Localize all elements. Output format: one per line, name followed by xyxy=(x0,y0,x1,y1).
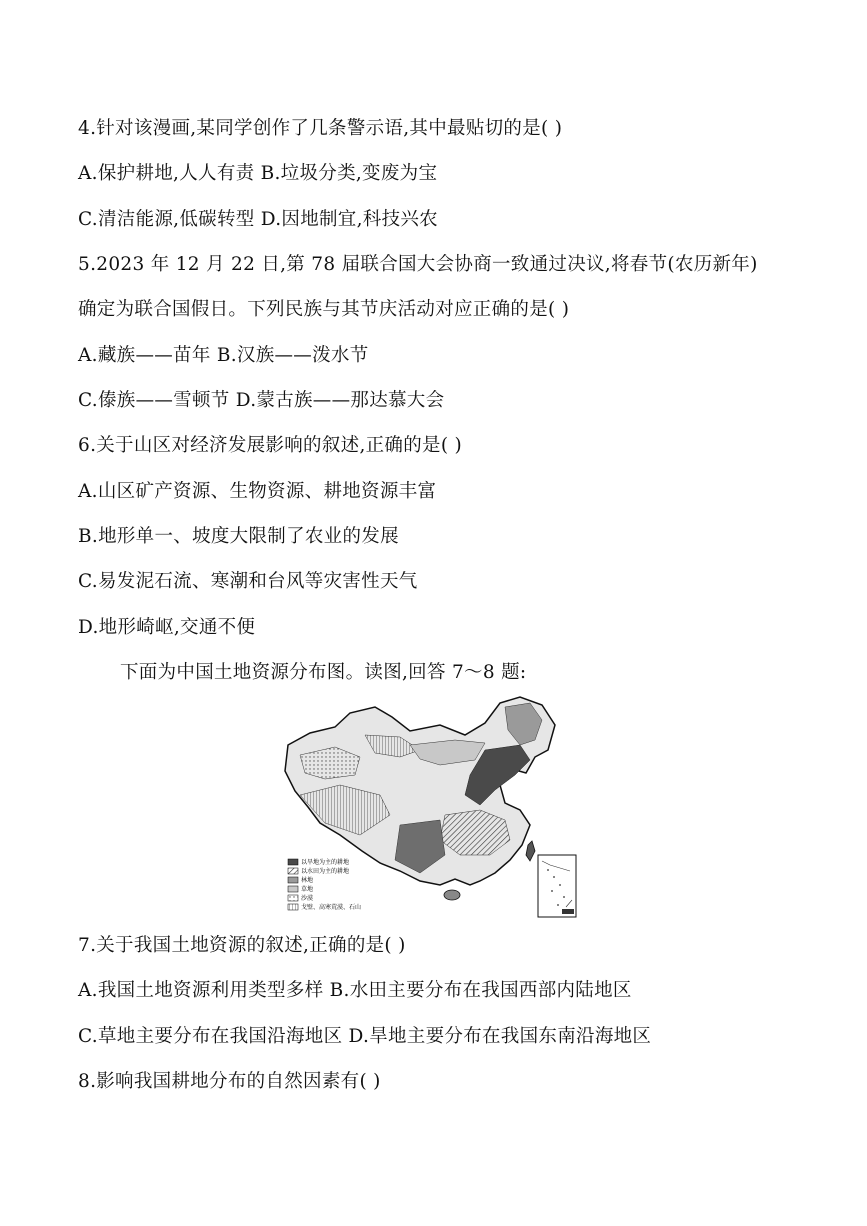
question-7-options-ab: A.我国土地资源利用类型多样 B.水田主要分布在我国西部内陆地区 xyxy=(78,980,632,1001)
legend-swatch-forest xyxy=(288,877,298,883)
question-7-stem: 7.关于我国土地资源的叙述,正确的是( ) xyxy=(78,935,406,956)
question-5-options-ab: A.藏族——苗年 B.汉族——泼水节 xyxy=(78,345,369,366)
question-5-stem-line2: 确定为联合国假日。下列民族与其节庆活动对应正确的是( ) xyxy=(78,299,570,320)
question-5-stem-line1: 5.2023 年 12 月 22 日,第 78 届联合国大会协商一致通过决议,将春节(农历新年) xyxy=(78,254,758,275)
legend-label: 林地 xyxy=(301,877,314,884)
question-4-options-ab: A.保护耕地,人人有责 B.垃圾分类,变废为宝 xyxy=(78,163,438,184)
china-land-resources-map xyxy=(280,695,590,925)
question-6-option-d: D.地形崎岖,交通不便 xyxy=(78,617,256,638)
legend-label: 以水田为主的耕地 xyxy=(301,868,350,875)
legend-swatch-grassland xyxy=(288,886,298,892)
taiwan-island xyxy=(526,841,535,861)
legend-swatch-paddy-farmland xyxy=(288,868,298,874)
question-4-stem: 4.针对该漫画,某同学创作了几条警示语,其中最贴切的是( ) xyxy=(78,118,563,139)
hainan-island xyxy=(444,890,460,900)
legend-label: 沙漠 xyxy=(301,895,314,902)
question-6-option-a: A.山区矿产资源、生物资源、耕地资源丰富 xyxy=(78,481,437,502)
south-china-sea-inset xyxy=(538,855,576,917)
legend-label: 戈壁、高寒荒漠、石山 xyxy=(301,904,362,911)
question-6-option-b: B.地形单一、坡度大限制了农业的发展 xyxy=(78,526,399,547)
question-6-option-c: C.易发泥石流、寒潮和台风等灾害性天气 xyxy=(78,571,418,592)
legend-swatch-desert xyxy=(288,895,298,901)
question-6-stem: 6.关于山区对经济发展影响的叙述,正确的是( ) xyxy=(78,435,463,456)
question-4-options-cd: C.清洁能源,低碳转型 D.因地制宜,科技兴农 xyxy=(78,209,438,230)
legend-label: 草地 xyxy=(301,886,314,893)
legend-swatch-gobi xyxy=(288,904,298,910)
question-7-options-cd: C.草地主要分布在我国沿海地区 D.旱地主要分布在我国东南沿海地区 xyxy=(78,1026,652,1047)
legend-label: 以旱地为主的耕地 xyxy=(301,859,350,866)
map-intro-text: 下面为中国土地资源分布图。读图,回答 7～8 题: xyxy=(120,662,527,683)
legend-swatch-dry-farmland xyxy=(288,859,298,865)
question-8-stem: 8.影响我国耕地分布的自然因素有( ) xyxy=(78,1071,381,1092)
map-legend xyxy=(288,858,361,911)
question-5-options-cd: C.傣族——雪顿节 D.蒙古族——那达慕大会 xyxy=(78,390,445,411)
